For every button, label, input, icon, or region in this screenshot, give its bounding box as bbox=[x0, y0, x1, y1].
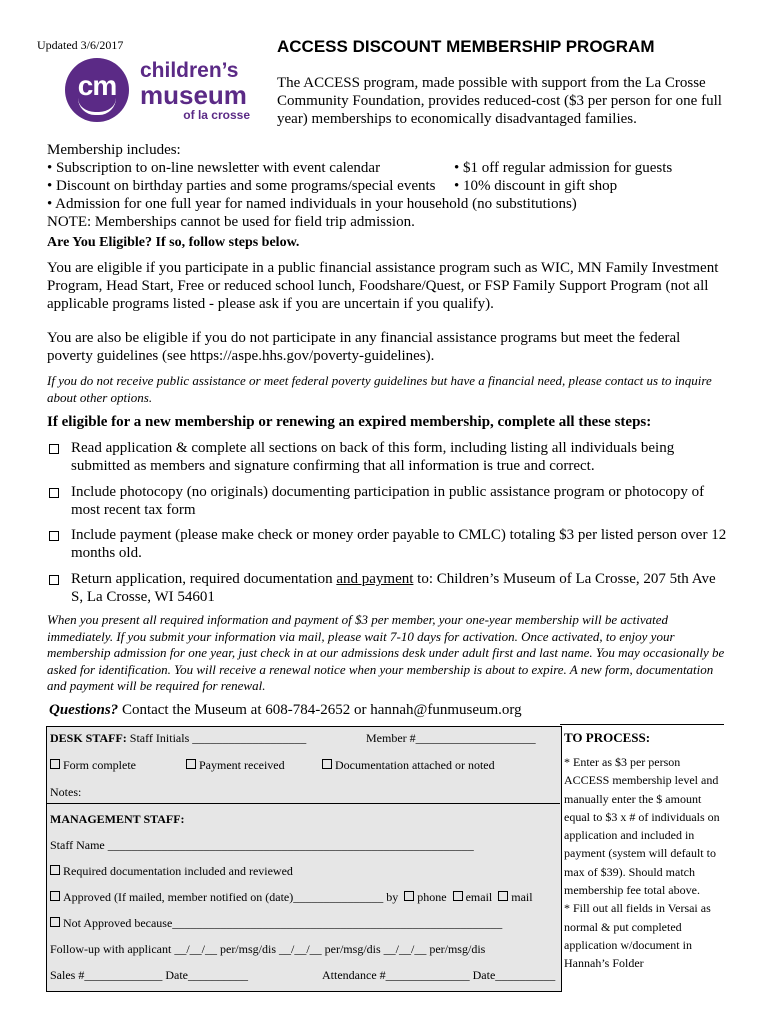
to-process-instructions bbox=[564, 753, 724, 973]
documentation-check[interactable]: Documentation attached or noted bbox=[322, 758, 495, 773]
eligibility-paragraph-2: You are also be eligible if you do not participate in any financial assistance programs but meet the federal poverty guidelines (see https://aspe.hhs.gov/poverty-guidelines). bbox=[47, 330, 681, 364]
step-item bbox=[49, 439, 729, 475]
page-title: ACCESS DISCOUNT MEMBERSHIP PROGRAM bbox=[277, 37, 655, 56]
checkbox-icon[interactable] bbox=[50, 759, 60, 769]
benefit-guest-discount: • $1 off regular admission for guests bbox=[454, 160, 673, 176]
membership-heading: Membership includes: bbox=[47, 142, 181, 158]
member-number-field[interactable]: Member #____________________ bbox=[366, 731, 536, 745]
step-text: Include photocopy (no originals) documenting participation in public assistance program or photocopy of most recent tax form bbox=[71, 484, 705, 518]
museum-logo bbox=[62, 58, 262, 122]
benefit-gift-shop: • 10% discount in gift shop bbox=[454, 178, 618, 194]
step-text: Read application & complete all sections on back of this form, including listing all individuals being submitted as members and signature confirming that all information is true and correct. bbox=[71, 440, 675, 474]
membership-note: NOTE: Memberships cannot be used for field trip admission. bbox=[47, 214, 415, 230]
not-approved-row[interactable]: Not Approved because_______________________________________________________ bbox=[50, 916, 502, 931]
checkbox-icon[interactable] bbox=[49, 531, 59, 541]
sales-field[interactable]: Sales #_____________ Date__________ bbox=[50, 968, 248, 982]
membership-includes bbox=[47, 141, 747, 231]
form-complete-check[interactable]: Form complete bbox=[50, 758, 136, 773]
questions-label: Questions? bbox=[49, 702, 119, 718]
checkbox-icon[interactable] bbox=[498, 891, 508, 901]
updated-date: Updated 3/6/2017 bbox=[37, 38, 124, 52]
checkbox-icon[interactable] bbox=[49, 444, 59, 454]
step-text: Include payment (please make check or money order payable to CMLC) totaling $3 per listed person over 12 months old. bbox=[71, 527, 727, 561]
process-step-1: * Enter as $3 per person ACCESS membership level and manually enter the $ amount equal to $3 x # of individuals on application and included in payment (system will default to max of $39). Should match membership fee total above. bbox=[564, 755, 720, 898]
logo-line1: children’s bbox=[140, 59, 239, 82]
eligibility-paragraph-1: You are eligible if you participate in a public financial assistance program such as WIC, MN Family Investment Program, Head Start, Free or reduced school lunch, Foodshare/Quest, or FSP Family Support Program (not all applicable programs listed - please ask if you are uncertain if you qualify). bbox=[47, 260, 719, 312]
checkbox-icon[interactable] bbox=[453, 891, 463, 901]
desk-staff-row bbox=[50, 731, 306, 746]
step-item bbox=[49, 526, 729, 562]
payment-received-check[interactable]: Payment received bbox=[186, 758, 285, 773]
to-process-box bbox=[560, 724, 724, 993]
process-step-2: * Fill out all fields in Versai as normal & put completed application w/document in Hannah’s Folder bbox=[564, 901, 711, 971]
divider bbox=[46, 803, 560, 804]
attendance-field[interactable]: Attendance #______________ Date__________ bbox=[322, 968, 556, 982]
approved-label: Approved (If mailed, member notified on (date)_______________ by bbox=[63, 890, 399, 904]
checkbox-icon[interactable] bbox=[49, 488, 59, 498]
step-text: Return application, required documentation and payment to: Children’s Museum of La Crosse, 207 5th Ave S, La Crosse, WI 54601 bbox=[71, 571, 716, 605]
logo-mark: cm bbox=[65, 58, 129, 122]
staff-initials-field[interactable]: Staff Initials ___________________ bbox=[129, 731, 307, 745]
logo-wordmark bbox=[140, 60, 250, 121]
logo-line2: museum bbox=[140, 80, 247, 110]
questions-line bbox=[49, 702, 522, 719]
activation-note: When you present all required information and payment of $3 per member, your one-year membership will be activated immediately. If you submit your information via mail, please wait 7-10 days for activation. Once activated, to enjoy your membership admission for one year, just check in at our admissions desk under adult first and last name. You may occasionally be asked for identification. You will receive a renewal notice when your membership is about to expire. A new form, documentation and payment will be required for renewal. bbox=[47, 612, 725, 694]
intro-paragraph: The ACCESS program, made possible with support from the La Crosse Community Foundation, provides reduced-cost ($3 per person for one full year) memberships to economically disadvantaged families. bbox=[277, 75, 722, 127]
checkbox-icon[interactable] bbox=[186, 759, 196, 769]
phone-option: phone bbox=[417, 890, 447, 904]
steps-heading: If eligible for a new membership or renewing an expired membership, complete all these steps: bbox=[47, 414, 652, 430]
logo-line3: of la crosse bbox=[183, 108, 250, 122]
checkbox-icon[interactable] bbox=[50, 917, 60, 927]
required-docs-check[interactable]: Required documentation included and reviewed bbox=[50, 864, 293, 879]
management-staff-label: MANAGEMENT STAFF: bbox=[50, 812, 185, 826]
checkbox-icon[interactable] bbox=[404, 891, 414, 901]
step-item bbox=[49, 570, 729, 606]
to-process-title: TO PROCESS: bbox=[564, 730, 651, 745]
step-item bbox=[49, 483, 729, 519]
desk-staff-label: DESK STAFF: bbox=[50, 731, 127, 745]
approved-row bbox=[50, 890, 533, 905]
benefit-newsletter: • Subscription to on-line newsletter with event calendar bbox=[47, 160, 381, 176]
eligibility-heading: Are You Eligible? If so, follow steps below. bbox=[47, 235, 300, 250]
checkbox-icon[interactable] bbox=[322, 759, 332, 769]
checkbox-icon[interactable] bbox=[50, 891, 60, 901]
checkbox-icon[interactable] bbox=[49, 575, 59, 585]
email-option: email bbox=[465, 890, 493, 904]
eligibility-note: If you do not receive public assistance or meet federal poverty guidelines but have a financial need, please contact us to inquire about other options. bbox=[47, 373, 712, 405]
notes-label: Notes: bbox=[50, 785, 82, 799]
checkbox-icon[interactable] bbox=[50, 865, 60, 875]
followup-row[interactable]: Follow-up with applicant __/__/__ per/msg/dis __/__/__ per/msg/dis __/__/__ per/msg/dis bbox=[50, 942, 486, 956]
benefit-admission: • Admission for one full year for named individuals in your household (no substitutions) bbox=[47, 196, 577, 212]
benefit-birthday: • Discount on birthday parties and some programs/special events bbox=[47, 178, 436, 194]
mail-option: mail bbox=[511, 890, 533, 904]
contact-info: Contact the Museum at 608-784-2652 or hannah@funmuseum.org bbox=[118, 702, 522, 718]
staff-name-field[interactable]: Staff Name _____________________________________________________________ bbox=[50, 838, 474, 852]
